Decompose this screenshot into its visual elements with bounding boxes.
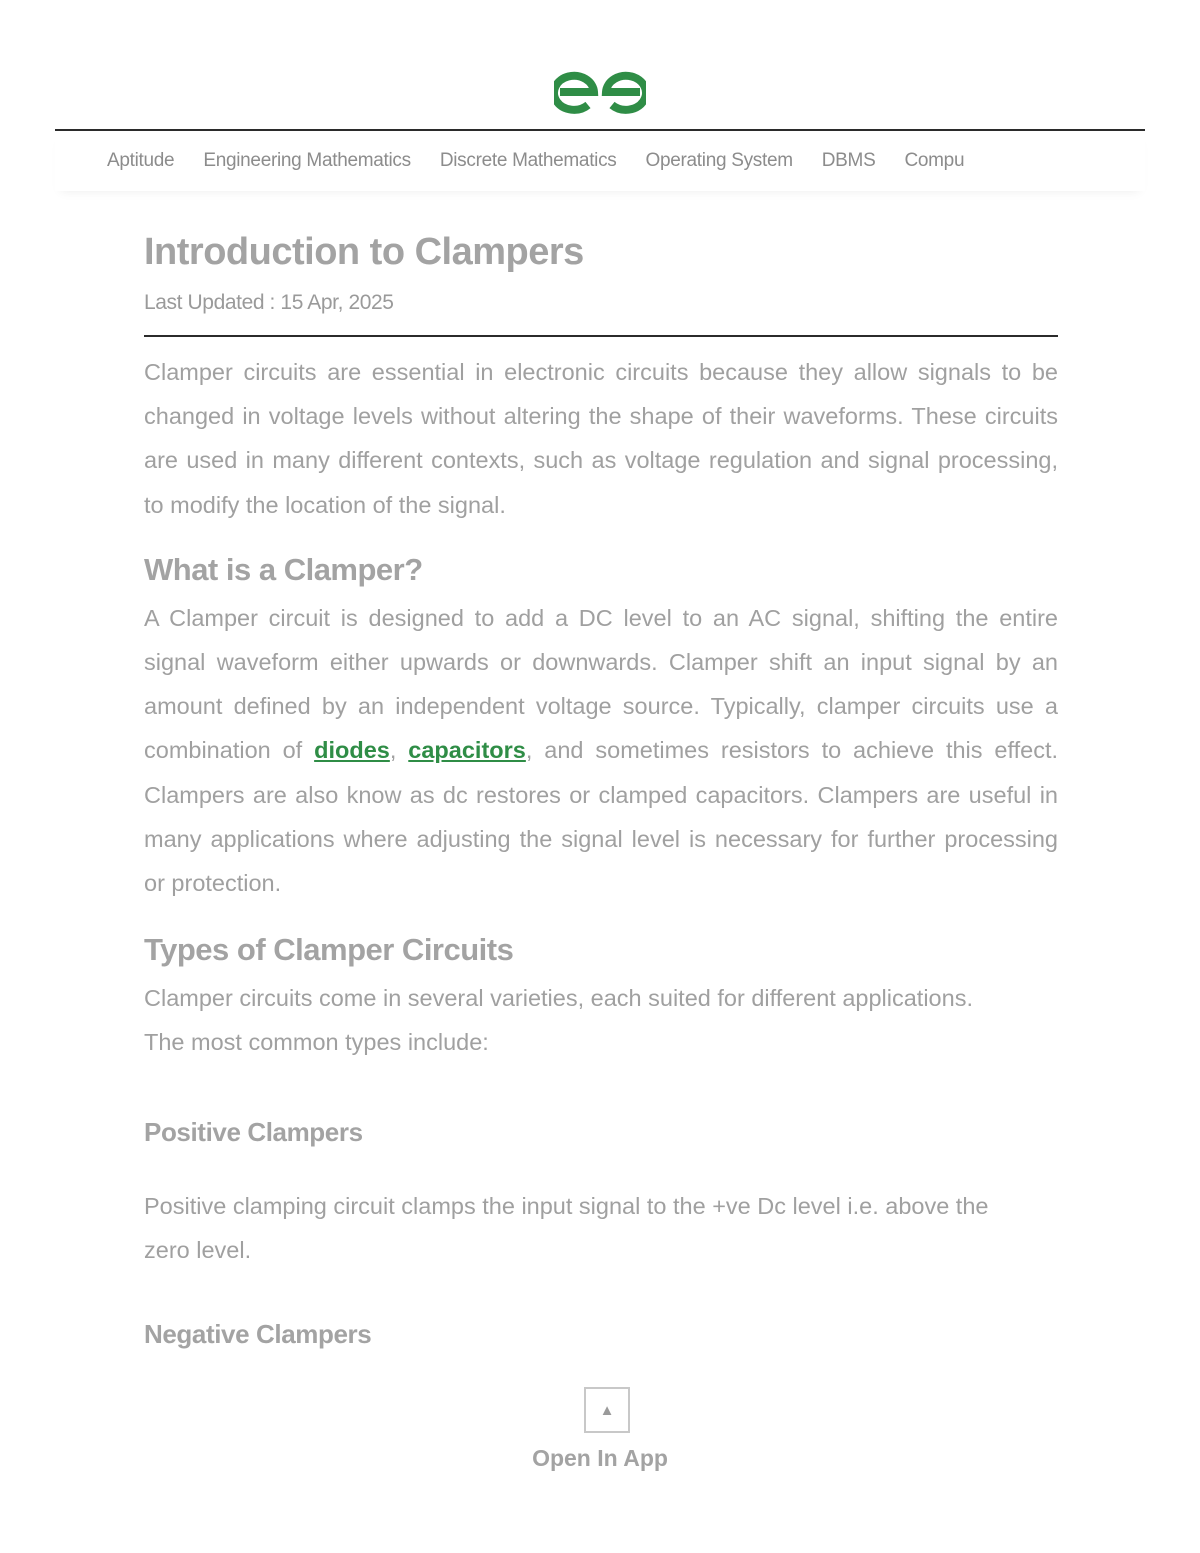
nav-item-engineering-mathematics[interactable]: Engineering Mathematics <box>203 150 411 171</box>
article <box>144 222 1058 1356</box>
section-heading-what-is: What is a Clamper? <box>144 551 423 587</box>
category-nav <box>55 131 1145 191</box>
site-logo[interactable] <box>0 64 1200 120</box>
arrow-up-icon: ▲ <box>599 1401 615 1419</box>
section-heading-types: Types of Clamper Circuits <box>144 932 514 968</box>
nav-item-dbms[interactable]: DBMS <box>821 150 876 171</box>
what-is-paragraph <box>144 596 1058 905</box>
section-heading-negative: Negative Clampers <box>144 1319 372 1350</box>
open-in-app-button[interactable] <box>584 1387 630 1433</box>
last-updated: Last Updated : 15 Apr, 2025 <box>144 291 394 314</box>
nav-item-aptitude[interactable]: Aptitude <box>107 150 175 171</box>
what-is-text-after: , and sometimes resistors to achieve this effect. Clampers are also know as dc restores or clamped capacitors. Clampers are useful in many applications where adjusting the signal level is necessary for further processing or protection. <box>144 737 1059 897</box>
page-title: Introduction to Clampers <box>144 231 584 273</box>
article-divider <box>144 335 1058 337</box>
what-is-text-before: A Clamper circuit is designed to add a DC level to an AC signal, shifting the entire signal waveform either upwards or downwards. Clamper shift an input signal by an amount defined by an independent voltage source. Typically, clamper circuits use a combination of <box>144 604 1058 764</box>
intro-paragraph: Clamper circuits are essential in electronic circuits because they allow signals to be changed in voltage levels without altering the shape of their waveforms. These circuits are used in many different contexts, such as voltage regulation and signal processing, to modify the location of the signal. <box>144 359 1058 518</box>
nav-item-discrete-mathematics[interactable]: Discrete Mathematics <box>439 150 617 171</box>
positive-paragraph: Positive clamping circuit clamps the input signal to the +ve Dc level i.e. above the zero level. <box>144 1192 989 1263</box>
nav-item-operating-system[interactable]: Operating System <box>645 150 793 171</box>
section-heading-positive: Positive Clampers <box>144 1116 363 1147</box>
geeksforgeeks-logo-icon <box>554 68 646 116</box>
link-separator: , <box>389 737 409 764</box>
capacitors-link[interactable]: capacitors <box>408 737 526 764</box>
open-in-app-label[interactable]: Open In App <box>532 1445 668 1471</box>
nav-item-computer-networks[interactable]: Compu <box>904 150 965 171</box>
content-fade <box>0 1432 600 1442</box>
nav-items <box>107 131 1087 191</box>
types-paragraph: Clamper circuits come in several varieties, each suited for different applications. The most common types include: <box>144 985 973 1056</box>
diodes-link[interactable]: diodes <box>314 737 390 764</box>
